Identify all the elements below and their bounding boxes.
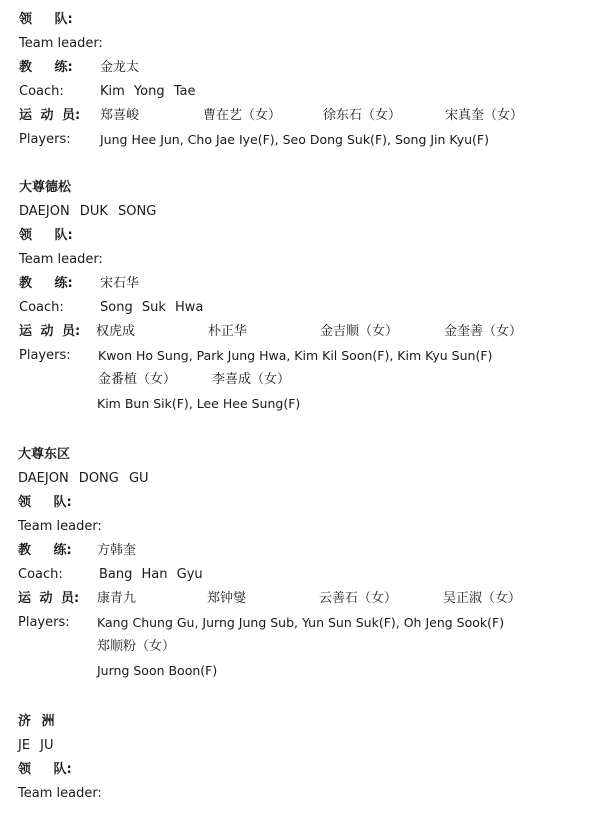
player-name-zh: 金番植（女） [98, 372, 177, 387]
leader-row-en [0, 248, 600, 272]
player-name-zh: 金吉顺（女） [320, 324, 399, 339]
coach-row-en [0, 296, 600, 320]
leader-row-en [0, 515, 600, 539]
player-name-zh: 曹在艺（女） [203, 108, 282, 123]
players-names-en: Jung Hee Jun, Cho Jae Iye(F), Seo Dong Suk(F), Song Jin Kyu(F) [100, 132, 489, 147]
leader-row-zh [0, 491, 600, 515]
team-name-en: JE JU [18, 738, 54, 753]
team-name-en-row [0, 734, 600, 758]
coach-label-en: Coach: [19, 300, 64, 315]
leader-row-en [0, 782, 600, 806]
coach-name-zh: 金龙太 [100, 60, 140, 75]
player-name-zh: 徐东石（女） [323, 108, 402, 123]
players-row-en [0, 611, 600, 635]
players-row-en [0, 344, 600, 368]
players-label-en: Players: [19, 348, 71, 363]
player-name-zh: 郑顺粉（女） [97, 639, 176, 654]
player-name-zh: 郑钟燮 [207, 591, 247, 606]
coach-row-zh [0, 56, 600, 80]
player-name-zh: 李喜成（女） [212, 372, 291, 387]
team-name-zh: 大尊东区 [18, 447, 71, 462]
coach-row-zh [0, 272, 600, 296]
team-name-en-row [0, 200, 600, 224]
leader-label-en: Team leader: [18, 786, 102, 801]
coach-row-en [0, 563, 600, 587]
players-names-en: Kwon Ho Sung, Park Jung Hwa, Kim Kil Soon(F), Kim Kyu Sun(F) [98, 348, 493, 363]
leader-label-zh: 领 队: [18, 762, 72, 777]
players-label-en: Players: [18, 615, 70, 630]
team-section-4 [0, 710, 600, 806]
team-name-en: DAEJON DONG GU [18, 471, 149, 486]
coach-label-zh: 教 练: [19, 276, 73, 291]
coach-name-en: Kim Yong Tae [100, 84, 196, 99]
players-label-zh: 运 动 员: [19, 108, 81, 123]
coach-name-en: Song Suk Hwa [100, 300, 204, 315]
player-name-zh: 朴正华 [208, 324, 248, 339]
player-name-zh: 宋真奎（女） [445, 108, 524, 123]
coach-row-zh [0, 539, 600, 563]
coach-label-zh: 教 练: [19, 60, 73, 75]
player-name-zh: 郑喜峻 [100, 108, 140, 123]
players-label-en: Players: [19, 132, 71, 147]
coach-name-zh: 宋石华 [100, 276, 140, 291]
team-name-en: DAEJON DUK SONG [19, 204, 157, 219]
team-title-row [0, 176, 600, 200]
players-row-en [0, 128, 600, 152]
leader-row-en [0, 32, 600, 56]
leader-row-zh [0, 8, 600, 32]
players-names-en-2: Kim Bun Sik(F), Lee Hee Sung(F) [97, 396, 301, 411]
players-names-en: Kang Chung Gu, Jurng Jung Sub, Yun Sun Suk(F), Oh Jeng Sook(F) [97, 615, 505, 630]
players-row-zh [0, 104, 600, 128]
leader-label-en: Team leader: [19, 36, 103, 51]
players-row-en-2 [0, 392, 600, 416]
player-name-zh: 权虎成 [96, 324, 136, 339]
team-title-row [0, 710, 600, 734]
players-names-en-2: Jurng Soon Boon(F) [97, 663, 218, 678]
team-title-row [0, 443, 600, 467]
player-name-zh: 云善石（女） [319, 591, 398, 606]
team-section-3 [0, 443, 600, 683]
team-name-zh: 济 洲 [18, 714, 55, 729]
leader-row-zh [0, 224, 600, 248]
team-section-2 [0, 176, 600, 416]
coach-name-zh: 方韩奎 [97, 543, 137, 558]
players-row-zh [0, 587, 600, 611]
players-row-en-2 [0, 659, 600, 683]
players-label-zh: 运 动 员: [18, 591, 80, 606]
team-name-zh: 大尊德松 [19, 180, 72, 195]
players-row-zh-2 [0, 635, 600, 659]
player-name-zh: 吴正淑（女） [443, 591, 522, 606]
coach-label-en: Coach: [18, 567, 63, 582]
players-label-zh: 运 动 员: [19, 324, 81, 339]
leader-label-en: Team leader: [19, 252, 103, 267]
coach-row-en [0, 80, 600, 104]
leader-row-zh [0, 758, 600, 782]
leader-label-zh: 领 队: [19, 228, 73, 243]
player-name-zh: 康青九 [97, 591, 137, 606]
team-name-en-row [0, 467, 600, 491]
coach-label-zh: 教 练: [18, 543, 72, 558]
coach-label-en: Coach: [19, 84, 64, 99]
leader-label-zh: 领 队: [18, 495, 72, 510]
players-row-zh-2 [0, 368, 600, 392]
players-row-zh [0, 320, 600, 344]
team-section-1 [0, 8, 600, 152]
player-name-zh: 金奎善（女） [444, 324, 523, 339]
coach-name-en: Bang Han Gyu [99, 567, 203, 582]
leader-label-en: Team leader: [18, 519, 102, 534]
leader-label-zh: 领 队: [19, 12, 73, 27]
